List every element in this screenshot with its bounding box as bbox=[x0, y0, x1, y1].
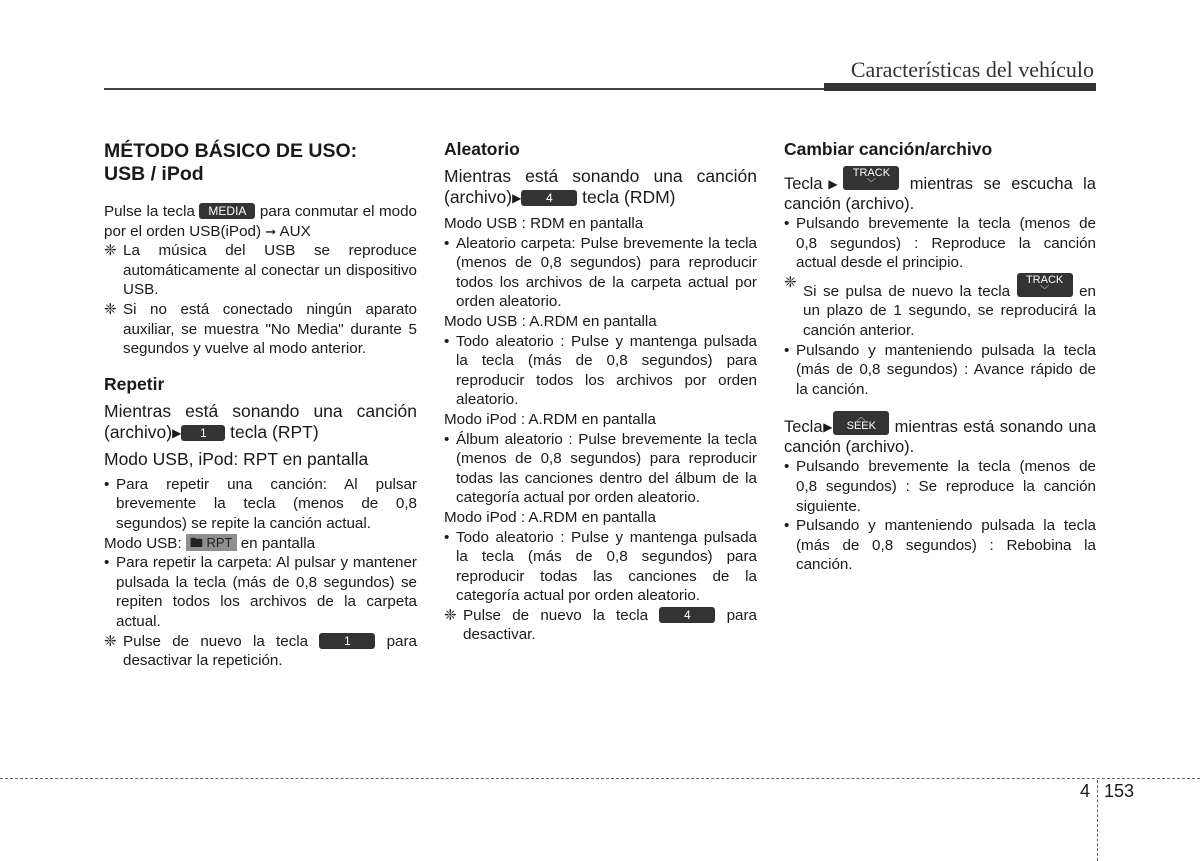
mode-line: Modo iPod : A.RDM en pantalla bbox=[444, 410, 656, 428]
intro-paragraph: Pulse la tecla MEDIA para conmutar el modo por el orden USB(iPod) ➞ AUX bbox=[104, 203, 417, 240]
arrow-icon: ➞ bbox=[265, 223, 277, 239]
triangle-right-icon: ▶ bbox=[512, 191, 522, 205]
list-item: • Pulsando y manteniendo pulsada la tecla (más de 0,8 segundos) : Avance rápido de la canción. bbox=[784, 341, 1096, 400]
note-disable-repeat: ❈ Pulse de nuevo la tecla 1 para desactivar la repetición. bbox=[104, 632, 417, 670]
key-1-icon: 1 bbox=[181, 425, 225, 441]
list-item: • Para repetir una canción: Al pulsar brevemente la tecla (menos de 0,8 segundos) se repite la canción actual. bbox=[104, 475, 417, 534]
key-4-icon: 4 bbox=[521, 190, 577, 206]
mode-line: Modo USB : A.RDM en pantalla bbox=[444, 312, 657, 330]
note-disable-random: ❈ Pulse de nuevo la tecla 4 para desactivar. bbox=[444, 606, 757, 644]
section-title-basic-use: MÉTODO BÁSICO DE USO: USB / iPod bbox=[104, 140, 358, 185]
note-previous-track: ❈ Si se pulsa de nuevo la tecla TRACK ﹀ en un plazo de 1 segundo, se reproducirá la canción anterior. bbox=[784, 273, 1096, 339]
triangle-right-icon: ▶ bbox=[822, 420, 834, 435]
page-header-title: Características del vehículo bbox=[850, 57, 1094, 82]
usb-mode-line: Modo USB: 🖿 RPT en pantalla bbox=[104, 534, 316, 552]
key-4-icon: 4 bbox=[659, 607, 715, 623]
header-rule bbox=[104, 88, 826, 90]
footer-vertical-divider bbox=[1097, 780, 1098, 861]
column-random bbox=[444, 138, 757, 645]
chapter-number: 4 bbox=[1080, 781, 1091, 801]
section-title-repeat: Repetir bbox=[104, 373, 165, 394]
note-mark-icon: ❈ bbox=[444, 606, 457, 624]
list-item: • Todo aleatorio : Pulse y mantenga pulsada la tecla (más de 0,8 segundos) para reproducir todas las canciones de la categoría actual por orden aleatorio. bbox=[444, 528, 757, 606]
seek-lead: Tecla▶ ︿ SEEK mientras está sonando una canción (archivo). bbox=[784, 412, 1096, 457]
key-1-icon: 1 bbox=[319, 633, 375, 649]
repeat-mode-text: Modo USB, iPod: RPT en pantalla bbox=[104, 448, 369, 469]
header-rule-accent bbox=[824, 83, 1096, 91]
list-item: • Pulsando brevemente la tecla (menos de 0,8 segundos) : Reproduce la canción actual desde el principio. bbox=[784, 214, 1096, 273]
list-item: • Álbum aleatorio : Pulse brevemente la tecla (menos de 0,8 segundos) para reproducir todas las canciones dentro del álbum de la categoría actual por orden aleatorio. bbox=[444, 430, 757, 508]
section-title-change-track: Cambiar canción/archivo bbox=[784, 139, 993, 159]
note-mark-icon: ❈ bbox=[104, 242, 117, 260]
mode-line: Modo iPod : A.RDM en pantalla bbox=[444, 508, 656, 526]
note-no-media: ❈ Si no está conectado ningún aparato auxiliar, se muestra "No Media" durante 5 segundos y vuelve al modo anterior. bbox=[104, 300, 417, 358]
footer-divider bbox=[0, 778, 1200, 779]
note-auto-play: ❈ La música del USB se reproduce automáticamente al conectar un dispositivo USB. bbox=[104, 242, 417, 299]
list-item: • Pulsando brevemente la tecla (menos de 0,8 segundos) : Se reproduce la canción siguiente. bbox=[784, 457, 1096, 516]
media-key-icon: MEDIA bbox=[199, 203, 255, 219]
note-mark-icon: ❈ bbox=[104, 300, 117, 318]
list-item: • Pulsando y manteniendo pulsada la tecla (más de 0,8 segundos) : Rebobina la canción. bbox=[784, 516, 1096, 575]
track-lead: Tecla▶TRACK ﹀ mientras se escucha la canción (archivo). bbox=[784, 167, 1096, 213]
mode-line: Modo USB : RDM en pantalla bbox=[444, 215, 644, 232]
repeat-lead: Mientras está sonando una canción (archivo)▶ 1 tecla (RPT) bbox=[104, 400, 417, 442]
list-item: • Para repetir la carpeta: Al pulsar y mantener pulsada la tecla (más de 0,8 segundos) se repiten todos los archivos de la carpeta actual. bbox=[104, 553, 417, 631]
list-item: • Aleatorio carpeta: Pulse brevemente la tecla (menos de 0,8 segundos) para reproducir todos los archivos de la carpeta actual por orden aleatorio. bbox=[444, 234, 757, 312]
page-number: 153 bbox=[1104, 781, 1135, 801]
triangle-right-icon: ▶ bbox=[822, 177, 844, 191]
note-mark-icon: ❈ bbox=[104, 632, 117, 650]
column-usb-basic bbox=[104, 138, 417, 671]
random-lead: Mientras está sonando una canción (archivo)▶ 4 tecla (RDM) bbox=[444, 166, 757, 207]
triangle-right-icon: ▶ bbox=[172, 425, 182, 440]
section-title-random: Aleatorio bbox=[444, 139, 520, 159]
track-key-icon: TRACK ﹀ bbox=[843, 166, 899, 190]
list-item: • Todo aleatorio : Pulse y mantenga pulsada la tecla (más de 0,8 segundos) para reproducir todos los archivos por orden aleatorio. bbox=[444, 332, 757, 410]
note-mark-icon: ❈ bbox=[784, 273, 797, 291]
rpt-folder-indicator-icon: 🖿 RPT bbox=[186, 534, 237, 551]
track-key-icon: TRACK ﹀ bbox=[1017, 273, 1073, 297]
seek-key-icon: ︿ SEEK bbox=[833, 411, 889, 435]
column-change-track bbox=[784, 138, 1096, 575]
